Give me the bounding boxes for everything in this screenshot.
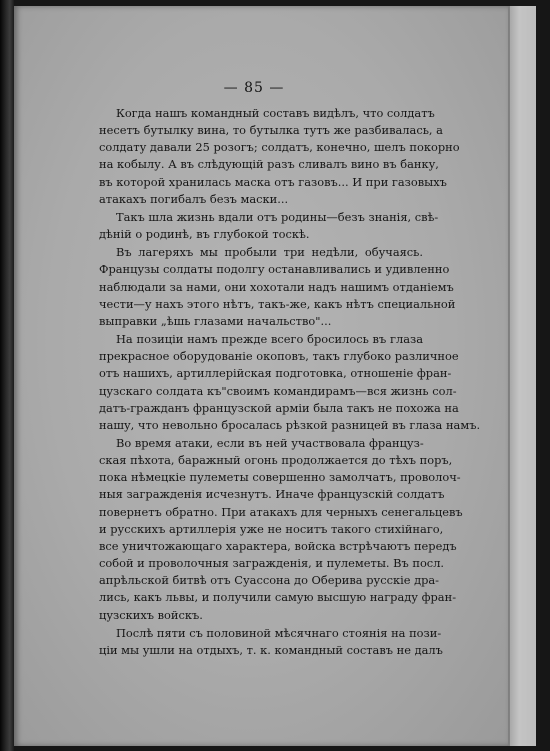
book-page: [14, 6, 508, 746]
text-line: апрѣльской битвѣ отъ Суассона до Оберива русскiе дра-: [99, 573, 440, 588]
text-line: ныя загражденiя исчезнутъ. Иначе французскiй солдатъ: [99, 487, 445, 502]
paragraph: [99, 105, 460, 208]
text-line: въ которой хранилась маска отъ газовъ... И при газовыхъ: [99, 174, 447, 189]
text-line: Такъ шла жизнь вдали отъ родины—безъ знанiя, свѣ-: [116, 209, 439, 224]
text-line: Въ лагеряхъ мы пробыли три недѣли, обучаясь.: [116, 245, 423, 260]
text-line: пока нѣмецкiе пулеметы совершенно замолчатъ, проволоч-: [99, 470, 461, 485]
text-line: и русскихъ артиллерiя уже не носитъ такого стихiйнаго,: [99, 521, 444, 536]
page-number: — 85 —: [223, 80, 285, 96]
text-line: прекрасное оборудованiе окоповъ, такъ глубоко различное: [99, 349, 459, 364]
text-line: наблюдали за нами, они хохотали надъ нашимъ отданiемъ: [99, 279, 454, 294]
text-line: собой и проволочныя загражденiя, и пулеметы. Въ посл.: [99, 556, 445, 571]
text-line: Французы солдаты подолгу останавливались и удивленно: [99, 262, 450, 277]
text-line: нашу, что невольно бросалась рѣзкой разницей въ глаза намъ.: [99, 417, 481, 432]
paragraph: [99, 435, 463, 624]
text-line: на кобылу. А въ слѣдующiй разъ сливалъ вино въ банку,: [99, 157, 439, 172]
text-line: несетъ бутылку вина, то бутылка тутъ же разбивалась, а: [99, 123, 443, 138]
page-fold: [508, 6, 510, 746]
text-line: датъ-гражданъ французской армiи была такъ не похожа на: [99, 400, 459, 415]
text-line: цузскаго солдата къ"своимъ командирамъ—вся жизнь сол-: [99, 383, 457, 398]
text-line: цiи мы ушли на отдыхъ, т. к. командный составъ не далъ: [99, 642, 443, 657]
text-line: На позицiи намъ прежде всего бросилось въ глаза: [116, 332, 423, 347]
text-line: дѣнiй о родинѣ, въ глубокой тоскѣ.: [99, 227, 310, 242]
text-line: все уничтожающаго характера, войска встрѣчаютъ передъ: [99, 538, 457, 553]
paragraph: [99, 244, 456, 330]
text-line: повернетъ обратно. При атакахъ для черныхъ сенегальцевъ: [99, 504, 463, 519]
page-edge-right: [508, 6, 536, 746]
text-line: ская пѣхота, баражный огонь продолжается до тѣхъ поръ,: [99, 453, 453, 468]
paragraph: [99, 625, 443, 659]
text-line: Послѣ пяти съ половиной мѣсячнаго стоянiя на пози-: [116, 625, 442, 640]
text-line: солдату давали 25 розогъ; солдатъ, конечно, шелъ покорно: [99, 140, 460, 155]
text-line: чести—у нахъ этого нѣтъ, такъ-же, какъ нѣтъ специальной: [99, 296, 456, 311]
paragraph: [99, 331, 481, 434]
text-line: атакахъ погибалъ безъ маски...: [99, 191, 289, 206]
page-text: [99, 105, 481, 660]
text-line: Во время атаки, если въ ней участвовала француз-: [116, 435, 424, 450]
book-binding-edge: [0, 0, 14, 751]
paragraph: [99, 209, 439, 243]
text-line: цузскихъ войскъ.: [99, 607, 203, 622]
text-line: отъ нашихъ, артиллерiйская подготовка, отношенiе фран-: [99, 366, 452, 381]
text-line: Когда нашъ командный составъ видѣлъ, что солдатъ: [116, 106, 435, 120]
text-line: выправки „ѣшь глазами начальство"...: [99, 313, 332, 328]
text-line: лись, какъ львы, и получили самую высшую награду фран-: [99, 590, 457, 605]
